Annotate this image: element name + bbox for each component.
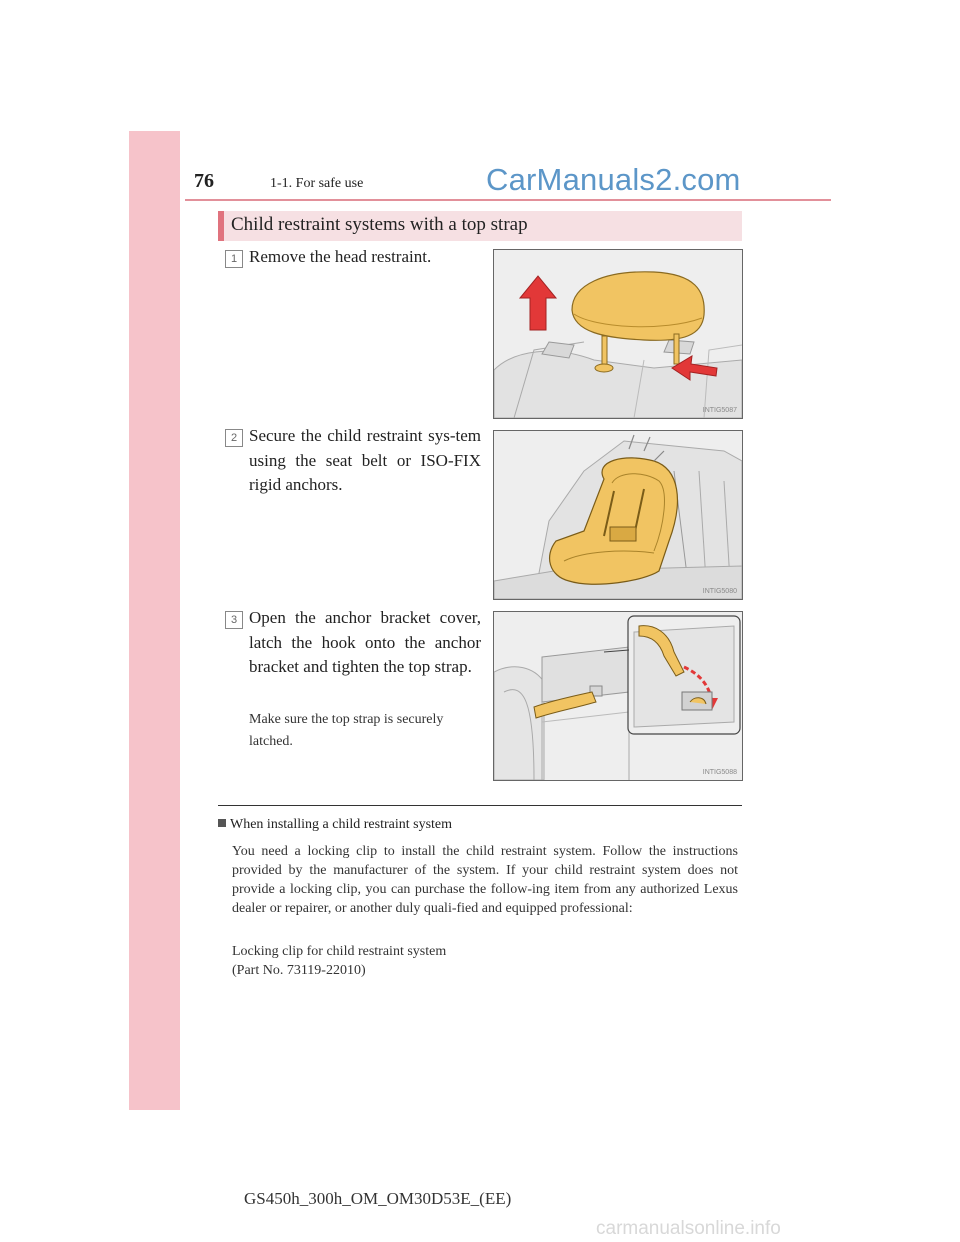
step-3-note: Make sure the top strap is securely latched. [249,712,444,749]
part-number-block [232,942,738,980]
info-paragraph: You need a locking clip to install the child restraint system. Follow the instructions provided by the manufacturer of the system. If your child restraint system does not provide a locking clip, you can purchase the follow-ing item from any authorized Lexus dealer or repairer, or another duly quali-fied and equipped professional: [232,844,738,916]
chapter-sidebar [129,131,180,1110]
info-heading-text: When installing a child restraint system [230,817,453,832]
manual-code: GS450h_300h_OM_OM30D53E_(EE) [244,1189,512,1208]
anchor-bracket-illustration [493,611,743,781]
watermark-bottom[interactable]: carmanualsonline.info [596,1218,781,1239]
head-restraint-illustration [493,249,743,419]
child-seat-illustration [493,430,743,600]
part-line-2: (Part No. 73119-22010) [232,963,366,978]
info-heading [218,817,452,833]
step-1-text: Remove the head restraint. [249,247,432,266]
part-line-1: Locking clip for child restraint system [232,944,447,959]
image-caption-3: INTIG5088 [702,769,737,776]
step-3-number: 3 [225,611,243,629]
square-bullet-icon [218,819,226,827]
header-rule [185,199,831,201]
child-seat-drawing [494,431,742,599]
section-heading: Child restraint systems with a top strap [231,214,528,235]
page-number: 76 [194,170,214,192]
section-title: 1-1. For safe use [270,176,364,191]
step-2-text: Secure the child restraint sys-tem using the seat belt or ISO-FIX rigid anchors. [249,426,481,494]
image-caption-2: INTIG5080 [702,588,737,595]
info-body [232,842,738,927]
step-2-number: 2 [225,429,243,447]
step-3-text: Open the anchor bracket cover, latch the hook onto the anchor bracket and tighten the top strap. [249,608,481,676]
watermark-top[interactable]: CarManuals2.com [486,162,741,197]
step-1-number: 1 [225,250,243,268]
anchor-bracket-drawing [494,612,742,780]
head-restraint-drawing [494,250,742,418]
heading-accent-bar [218,211,224,241]
info-divider [218,805,742,806]
section-heading-band [218,211,742,241]
image-caption-1: INTIG5087 [702,407,737,414]
